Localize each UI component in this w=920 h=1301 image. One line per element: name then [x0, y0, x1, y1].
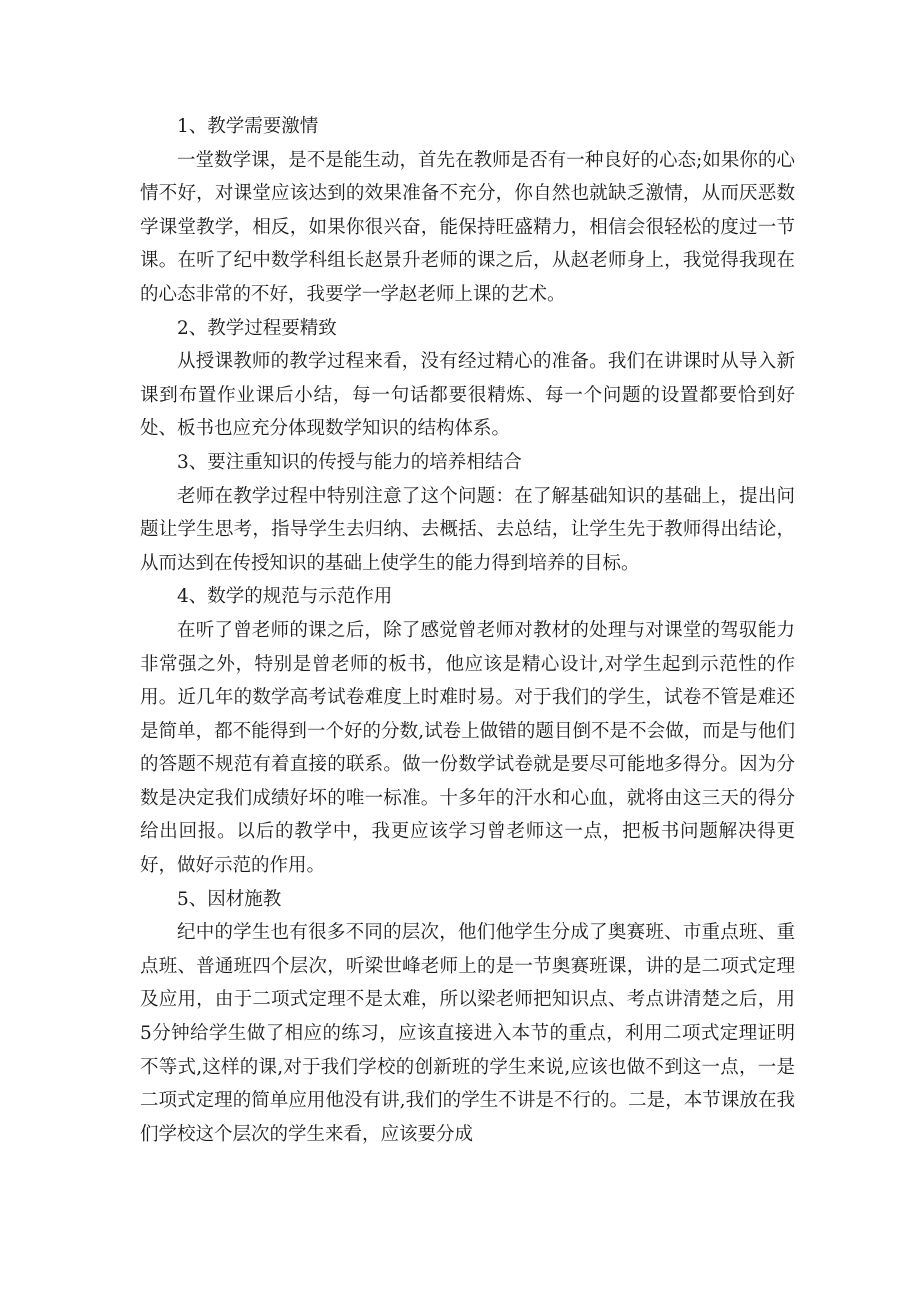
- section-3-paragraph: 老师在教学过程中特别注意了这个问题：在了解基础知识的基础上，提出问题让学生思考，指导学生去归纳、去概括、去总结，让学生先于教师得出结论，从而达到在传授知识的基础上使学生的能力得到培养的目标。: [140, 485, 795, 574]
- section-2-heading: 2、教学过程要精致: [177, 317, 337, 339]
- section-4-paragraph: 在听了曾老师的课之后，除了感觉曾老师对教材的处理与对课堂的驾驭能力非常强之外，特别是曾老师的板书，他应该是精心设计,对学生起到示范性的作用。近几年的数学高考试卷难度上时难时易。对于我们的学生，试卷不管是难还是简单，都不能得到一个好的分数,试卷上做错的题目倒不是不会做，而是与他们的答题不规范有着直接的联系。做一份数学试卷就是要尽可能地多得分。因为分数是决定我们成绩好坏的唯一标准。十多年的汗水和心血，就将由这三天的得分给出回报。以后的教学中，我更应该学习曾老师这一点，把板书问题解决得更好，做好示范的作用。: [140, 619, 795, 877]
- section-5-heading: 5、因材施教: [177, 888, 282, 910]
- section-5-paragraph: 纪中的学生也有很多不同的层次，他们他学生分成了奥赛班、市重点班、重点班、普通班四个层次，听梁世峰老师上的是一节奥赛班课，讲的是二项式定理及应用，由于二项式定理不是太难，所以梁老师把知识点、考点讲清楚之后，用5分钟给学生做了相应的练习，应该直接进入本节的重点，利用二项式定理证明不等式,这样的课,对于我们学校的创新班的学生来说,应该也做不到这一点，一是二项式定理的简单应用他没有讲,我们的学生不讲是不行的。二是，本节课放在我们学校这个层次的学生来看，应该要分成: [140, 922, 795, 1145]
- document-body: [140, 110, 795, 1151]
- section-1-paragraph: 一堂数学课，是不是能生动，首先在教师是否有一种良好的心态;如果你的心情不好，对课堂应该达到的效果准备不充分，你自然也就缺乏激情，从而厌恶数学课堂教学，相反，如果你很兴奋，能保持旺盛精力，相信会很轻松的度过一节课。在听了纪中数学科组长赵景升老师的课之后，从赵老师身上，我觉得我现在的心态非常的不好，我要学一学赵老师上课的艺术。: [140, 149, 795, 305]
- section-4-heading: 4、数学的规范与示范作用: [177, 586, 393, 608]
- section-3-heading: 3、要注重知识的传授与能力的培养相结合: [177, 451, 522, 473]
- section-2-paragraph: 从授课教师的教学过程来看，没有经过精心的准备。我们在讲课时从导入新课到布置作业课后小结，每一句话都要很精炼、每一个问题的设置都要恰到好处、板书也应充分体现数学知识的结构体系。: [140, 351, 795, 440]
- section-1-heading: 1、教学需要激情: [177, 116, 319, 137]
